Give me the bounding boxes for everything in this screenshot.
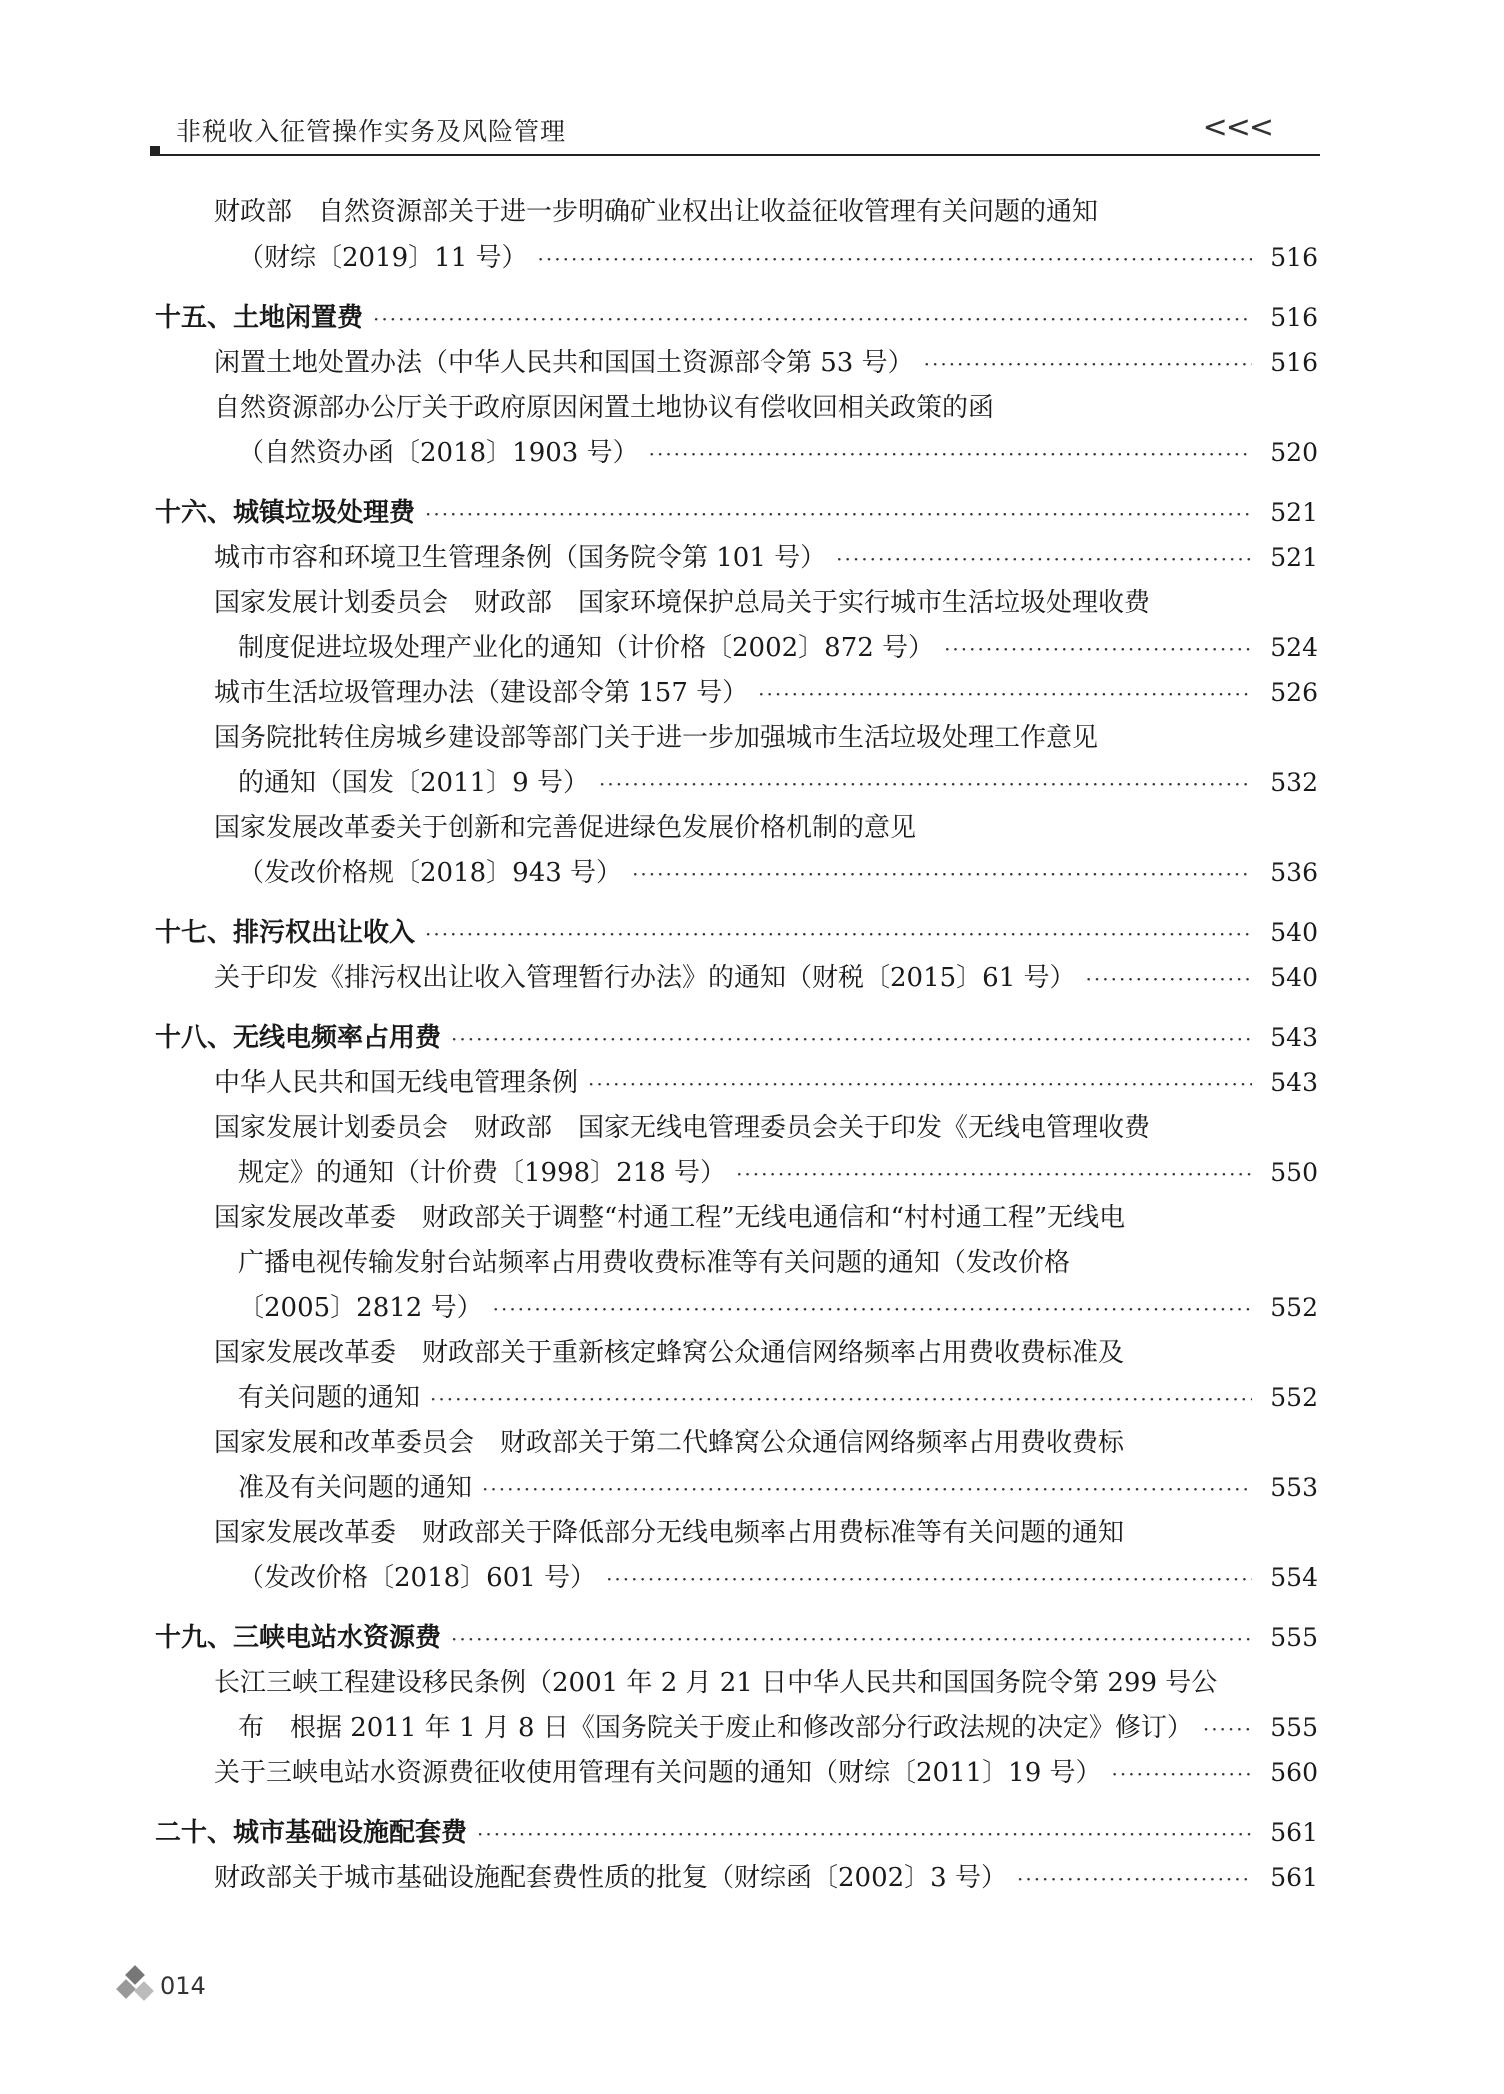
toc-entry: 关于三峡电站水资源费征收使用管理有关问题的通知（财综〔2011〕19 号） ····· 560 [214,1753,1318,1793]
page-footer [118,1960,238,2010]
chevrons-decoration: <<< [1202,110,1272,145]
book-title: 非税收入征管操作实务及风险管理 [176,117,567,146]
toc-entry: 国家发展改革委关于创新和完善促进绿色发展价格机制的意见 [214,813,917,843]
toc-entry: 中华人民共和国无线电管理条例 ····· 543 [214,1063,1318,1103]
toc-entry: 规定》的通知（计价费〔1998〕218 号） ····· 550 [238,1153,1318,1193]
toc-section: 十八、无线电频率占用费 ····· 543 [155,1018,1318,1058]
toc-entry: 城市市容和环境卫生管理条例（国务院令第 101 号） ····· 521 [214,538,1318,578]
toc-entry: 财政部 自然资源部关于进一步明确矿业权出让收益征收管理有关问题的通知 [214,197,1099,227]
toc-entry: 国家发展计划委员会 财政部 国家环境保护总局关于实行城市生活垃圾处理收费 [214,588,1151,618]
toc-entry: 关于印发《排污权出让收入管理暂行办法》的通知（财税〔2015〕61 号） ····· 540 [214,958,1318,998]
toc-entry: 广播电视传输发射台站频率占用费收费标准等有关问题的通知（发改价格 [238,1248,1071,1278]
toc-entry: 准及有关问题的通知 ····· 553 [238,1468,1318,1508]
toc-entry: 国务院批转住房城乡建设部等部门关于进一步加强城市生活垃圾处理工作意见 [214,723,1099,753]
toc-entry: 财政部关于城市基础设施配套费性质的批复（财综函〔2002〕3 号） ····· 561 [214,1858,1318,1898]
toc-entry: 有关问题的通知 ····· 552 [238,1378,1318,1418]
toc-entry: 国家发展改革委 财政部关于调整“村通工程”无线电通信和“村村通工程”无线电 [214,1203,1126,1233]
toc-entry: 国家发展和改革委员会 财政部关于第二代蜂窝公众通信网络频率占用费收费标 [214,1428,1125,1458]
diamond-ornament-icon [134,1981,154,2001]
toc-section: 十六、城镇垃圾处理费 ····· 521 [155,493,1318,533]
toc-entry: （财综〔2019〕11 号） ····· 516 [238,238,1318,278]
toc-entry: 城市生活垃圾管理办法（建设部令第 157 号） ····· 526 [214,673,1318,713]
toc-entry: 〔2005〕2812 号） ····· 552 [238,1288,1318,1328]
toc-entry: （发改价格〔2018〕601 号） ····· 554 [238,1558,1318,1598]
toc-entry: 制度促进垃圾处理产业化的通知（计价格〔2002〕872 号） ····· 524 [238,628,1318,668]
toc-entry: （自然资办函〔2018〕1903 号） ····· 520 [238,433,1318,473]
toc-section: 十七、排污权出让收入 ····· 540 [155,913,1318,953]
toc-section: 十五、土地闲置费 ····· 516 [155,298,1318,338]
page-number: 014 [160,1972,206,2000]
toc-entry: 国家发展计划委员会 财政部 国家无线电管理委员会关于印发《无线电管理收费 [214,1113,1151,1143]
toc-section: 二十、城市基础设施配套费 ····· 561 [155,1813,1318,1853]
toc-entry: （发改价格规〔2018〕943 号） ····· 536 [238,853,1318,893]
toc-entry: 国家发展改革委 财政部关于重新核定蜂窝公众通信网络频率占用费收费标准及 [214,1338,1125,1368]
toc-entry: 布 根据 2011 年 1 月 8 日《国务院关于废止和修改部分行政法规的决定》修订） ····· 555 [238,1708,1318,1748]
toc-entry: 的通知（国发〔2011〕9 号） ····· 532 [238,763,1318,803]
toc-entry: 国家发展改革委 财政部关于降低部分无线电频率占用费标准等有关问题的通知 [214,1518,1125,1548]
toc-entry: 闲置土地处置办法（中华人民共和国国土资源部令第 53 号） ····· 516 [214,343,1318,383]
toc-entry: 长江三峡工程建设移民条例（2001 年 2 月 21 日中华人民共和国国务院令第 299 号公 [214,1668,1218,1698]
toc-entry: 自然资源部办公厅关于政府原因闲置土地协议有偿收回相关政策的函 [214,393,995,423]
toc-section: 十九、三峡电站水资源费 ····· 555 [155,1618,1318,1658]
